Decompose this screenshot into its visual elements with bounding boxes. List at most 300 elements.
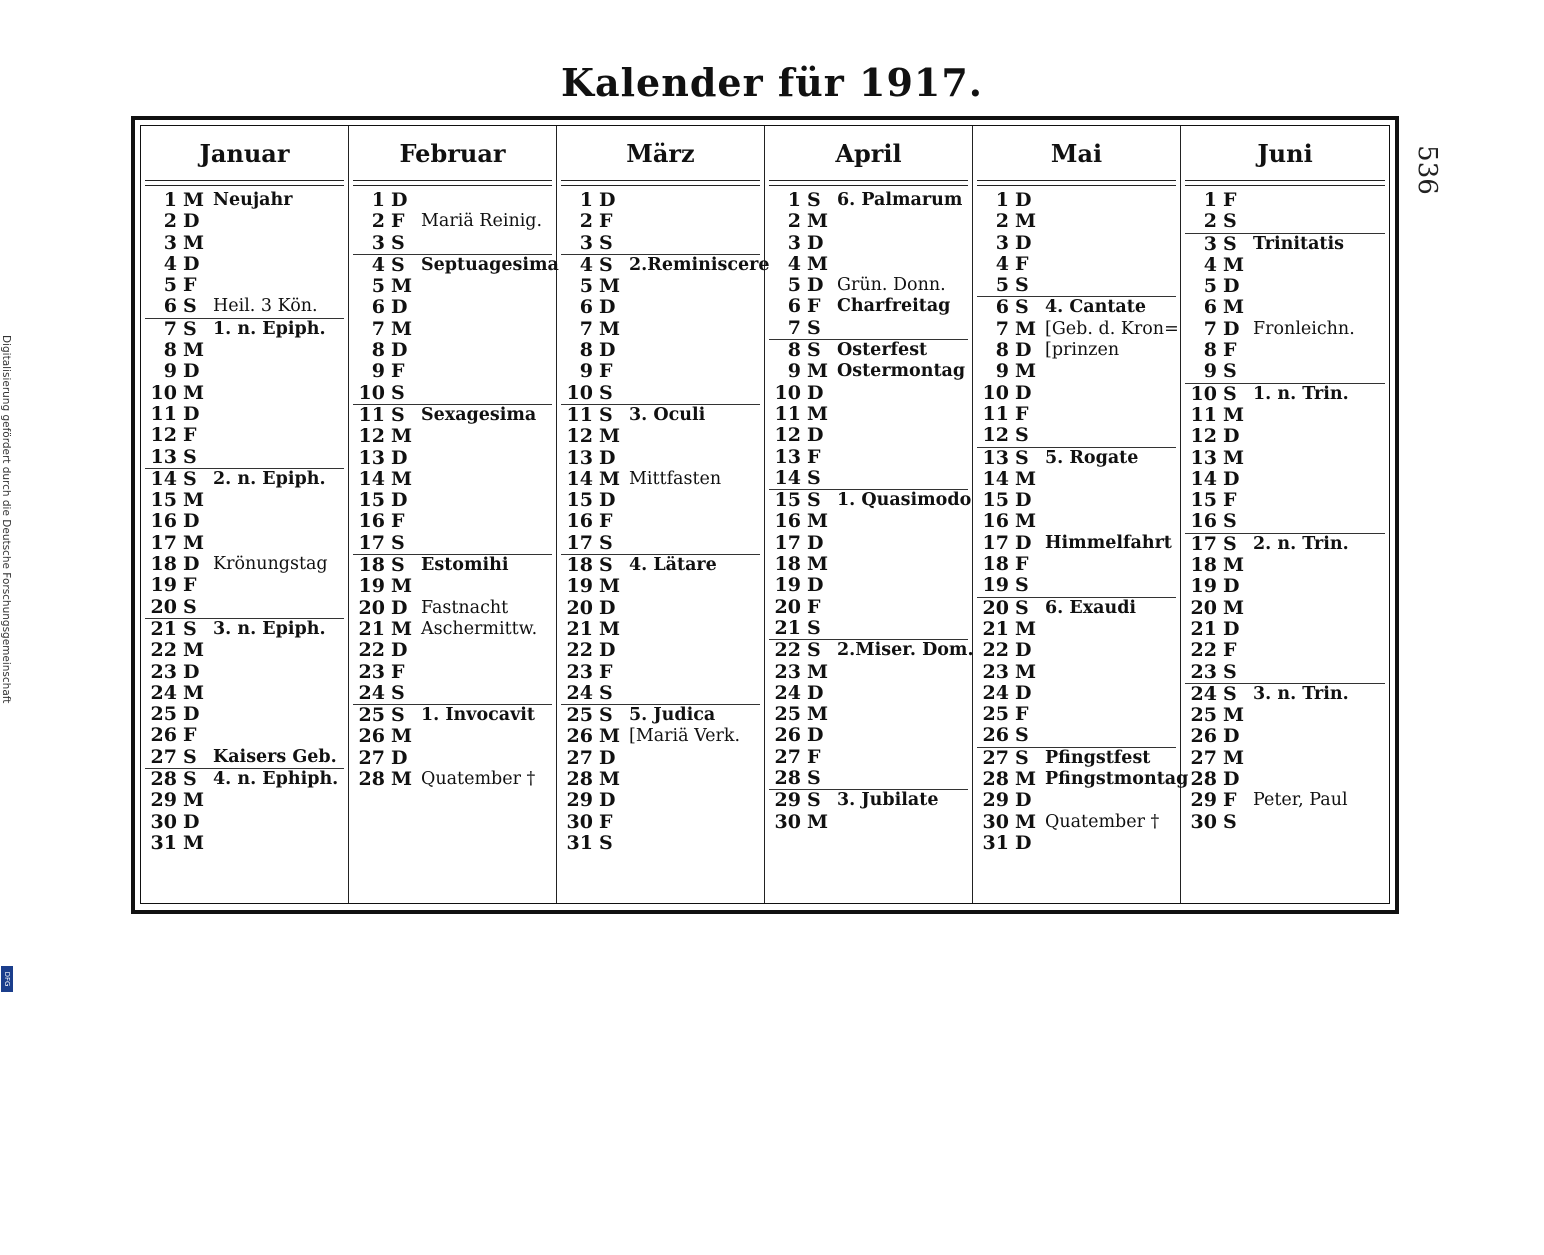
weekday-letter: M [183, 381, 205, 404]
dfg-logo: DFG [1, 966, 13, 992]
day-row [561, 490, 760, 511]
day-row [769, 768, 968, 789]
day-number: 5 [579, 275, 593, 298]
week-block [353, 705, 552, 790]
day-number: 11 [982, 402, 1009, 425]
day-number: 26 [150, 724, 177, 747]
day-row [561, 426, 760, 447]
day-number: 12 [982, 424, 1009, 447]
week-block [353, 405, 552, 555]
weekday-letter: M [599, 617, 621, 640]
day-row [977, 469, 1176, 490]
day-row [353, 511, 552, 532]
weekday-letter: S [391, 681, 405, 704]
day-number: 21 [150, 617, 177, 640]
weekday-letter: F [807, 295, 821, 318]
day-row [353, 726, 552, 747]
weekday-letter: M [807, 210, 829, 233]
weekday-letter: D [1223, 725, 1240, 748]
day-row [977, 425, 1176, 446]
weekday-letter: M [807, 360, 829, 383]
day-number: 16 [982, 510, 1009, 533]
day-number: 18 [774, 553, 801, 576]
holiday-label: 3. Oculi [629, 404, 706, 425]
day-row [1185, 555, 1385, 576]
weekday-letter: S [1015, 274, 1029, 297]
day-row [769, 211, 968, 232]
day-row [769, 597, 968, 618]
day-row [145, 254, 344, 275]
day-row [977, 704, 1176, 725]
week-block [769, 340, 968, 490]
day-row [769, 340, 968, 361]
week-block [561, 253, 770, 405]
weekday-letter: D [391, 746, 408, 769]
day-number: 1 [1203, 189, 1217, 211]
day-row [769, 639, 974, 662]
day-number: 26 [774, 724, 801, 747]
day-row [977, 340, 1176, 361]
day-number: 11 [358, 403, 385, 426]
weekday-letter: D [391, 339, 408, 362]
weekday-letter: M [183, 189, 205, 211]
day-number: 24 [1190, 682, 1217, 705]
day-row [769, 618, 968, 639]
weekday-letter: D [1223, 467, 1240, 490]
holiday-label: 1. n. Trin. [1253, 383, 1349, 404]
header-rule [1185, 181, 1385, 186]
holiday-label: 2. n. Epiph. [213, 468, 326, 489]
day-number: 3 [579, 231, 593, 254]
day-number: 13 [150, 445, 177, 468]
week-block [1185, 190, 1385, 234]
page-title: Kalender für 1917. [560, 60, 984, 105]
weekday-letter: F [599, 810, 613, 833]
weekday-letter: S [807, 339, 821, 362]
day-number: 25 [358, 704, 385, 727]
day-row [977, 833, 1176, 854]
day-number: 20 [566, 596, 593, 619]
weekday-letter: S [1015, 296, 1029, 319]
weekday-letter: M [1223, 704, 1245, 727]
day-row [1185, 790, 1385, 811]
day-row [145, 769, 344, 790]
day-number: 9 [995, 360, 1009, 383]
day-number: 25 [774, 703, 801, 726]
day-number: 12 [1190, 425, 1217, 448]
day-number: 16 [150, 510, 177, 533]
day-row [353, 405, 552, 426]
weekday-letter: D [599, 339, 616, 362]
month-name: Januar [145, 126, 344, 181]
weekday-letter: S [599, 681, 613, 704]
weekday-letter: S [1223, 510, 1237, 533]
weekday-letter: S [807, 789, 821, 812]
weekday-letter: M [391, 425, 413, 448]
day-row [353, 319, 552, 340]
weekday-letter: M [599, 467, 621, 490]
weekday-letter: D [1223, 617, 1240, 640]
holiday-label: Aschermittw. [421, 618, 538, 639]
day-row [1185, 234, 1385, 255]
weekday-letter: F [807, 745, 821, 768]
day-number: 31 [982, 831, 1009, 854]
weekday-letter: D [1015, 339, 1032, 362]
weekday-letter: M [391, 768, 413, 791]
day-row [145, 704, 344, 725]
weekday-letter: M [391, 275, 413, 298]
day-row [1185, 448, 1385, 469]
weekday-letter: S [1223, 232, 1237, 255]
holiday-label: 2. n. Trin. [1253, 533, 1349, 554]
weekday-letter: S [1223, 382, 1237, 405]
day-row [1185, 276, 1385, 297]
day-row [1185, 598, 1385, 619]
day-row [353, 576, 552, 597]
holiday-label: Quatember † [421, 769, 536, 790]
day-number: 26 [566, 725, 593, 748]
day-number: 5 [163, 274, 177, 297]
day-number: 6 [371, 296, 385, 319]
day-row [561, 598, 760, 619]
day-number: 7 [995, 317, 1009, 340]
weekday-letter: D [1015, 189, 1032, 211]
day-row [769, 511, 968, 532]
weekday-letter: M [1015, 360, 1037, 383]
day-row [561, 276, 760, 297]
weekday-letter: D [391, 189, 408, 211]
weekday-letter: D [599, 789, 616, 812]
weekday-letter: D [1015, 789, 1032, 812]
holiday-label: Krönungstag [213, 554, 328, 575]
weekday-letter: D [807, 574, 824, 597]
week-list [557, 189, 770, 854]
weekday-letter: S [391, 381, 405, 404]
day-row [145, 211, 344, 232]
header-rule [769, 181, 968, 186]
day-number: 22 [982, 639, 1009, 662]
day-number: 7 [1203, 317, 1217, 340]
day-number: 3 [163, 231, 177, 254]
day-row [977, 448, 1176, 469]
day-number: 6 [995, 296, 1009, 319]
day-row [145, 554, 344, 575]
day-row [353, 619, 552, 640]
weekday-letter: F [391, 210, 405, 233]
day-row [145, 447, 344, 468]
month-column [1181, 126, 1389, 903]
day-number: 10 [358, 381, 385, 404]
day-row [145, 340, 344, 361]
day-row [1185, 211, 1385, 232]
day-row [145, 790, 344, 811]
weekday-letter: M [1223, 596, 1245, 619]
holiday-label: [prinzen [1045, 340, 1120, 361]
day-row [1185, 319, 1385, 340]
day-number: 18 [566, 554, 593, 577]
day-row [769, 489, 972, 512]
day-number: 4 [995, 252, 1009, 275]
day-number: 18 [982, 553, 1009, 576]
weekday-letter: M [1015, 210, 1037, 233]
day-row [145, 725, 344, 746]
weekday-letter: F [391, 360, 405, 383]
day-number: 23 [566, 660, 593, 683]
day-number: 16 [358, 510, 385, 533]
day-number: 15 [774, 489, 801, 512]
header-rule [353, 181, 552, 186]
weekday-letter: D [391, 296, 408, 319]
day-number: 26 [982, 724, 1009, 747]
day-row [977, 275, 1176, 296]
day-row [977, 790, 1176, 811]
day-row [769, 725, 968, 746]
weekday-letter: M [807, 703, 829, 726]
weekday-letter: S [1015, 424, 1029, 447]
day-number: 22 [566, 639, 593, 662]
weekday-letter: M [807, 660, 829, 683]
day-row [561, 405, 760, 426]
day-row [145, 662, 344, 683]
day-row [769, 233, 968, 254]
day-row [145, 490, 344, 511]
weekday-letter: D [807, 274, 824, 297]
weekday-letter: S [1015, 596, 1029, 619]
day-number: 19 [566, 575, 593, 598]
day-number: 24 [358, 681, 385, 704]
day-row [769, 747, 968, 768]
weekday-letter: D [391, 596, 408, 619]
month-column [349, 126, 557, 903]
day-row [769, 190, 968, 211]
weekday-letter: M [183, 531, 205, 554]
day-row [977, 598, 1176, 619]
day-number: 6 [787, 295, 801, 318]
day-row [145, 812, 344, 833]
day-number: 30 [774, 810, 801, 833]
day-row [561, 790, 760, 811]
day-row [1185, 361, 1385, 382]
day-row [561, 748, 760, 769]
day-number: 17 [1190, 532, 1217, 555]
day-row [561, 726, 760, 747]
day-number: 20 [982, 596, 1009, 619]
day-row [353, 383, 552, 404]
day-row [561, 297, 760, 318]
day-number: 28 [774, 767, 801, 790]
day-row [561, 469, 760, 490]
day-row [353, 662, 552, 683]
day-row [353, 211, 552, 232]
weekday-letter: M [1223, 554, 1245, 577]
day-row [145, 319, 344, 340]
weekday-letter: S [1223, 810, 1237, 833]
day-row [561, 640, 760, 661]
day-number: 15 [150, 489, 177, 512]
day-row [1185, 684, 1385, 705]
holiday-label: Neujahr [213, 190, 293, 210]
day-row [977, 254, 1176, 275]
weekday-letter: M [1223, 446, 1245, 469]
day-number: 19 [150, 574, 177, 597]
day-row [1185, 619, 1385, 640]
week-block [353, 190, 552, 255]
day-number: 12 [774, 424, 801, 447]
day-number: 29 [1190, 789, 1217, 812]
day-number: 2 [579, 210, 593, 233]
holiday-label: 4. n. Ephiph. [213, 769, 339, 790]
day-number: 22 [774, 639, 801, 662]
weekday-letter: M [807, 553, 829, 576]
day-row [1185, 297, 1385, 318]
week-block [561, 405, 760, 555]
weekday-letter: S [1223, 660, 1237, 683]
day-number: 21 [1190, 617, 1217, 640]
day-row [977, 575, 1176, 596]
day-number: 31 [566, 831, 593, 854]
holiday-label: Septuagesima [421, 254, 559, 275]
day-row [769, 361, 968, 382]
day-row [145, 597, 344, 618]
weekday-letter: F [599, 660, 613, 683]
day-number: 2 [163, 210, 177, 233]
day-row [977, 533, 1176, 554]
weekday-letter: S [183, 595, 197, 618]
weekday-letter: S [1015, 574, 1029, 597]
day-row [769, 662, 968, 683]
day-number: 3 [1203, 232, 1217, 255]
weekday-letter: M [599, 317, 621, 340]
day-number: 25 [150, 703, 177, 726]
week-block [145, 469, 344, 619]
weekday-letter: M [391, 725, 413, 748]
weekday-letter: D [599, 446, 616, 469]
day-number: 24 [982, 681, 1009, 704]
day-number: 27 [566, 746, 593, 769]
day-number: 26 [1190, 725, 1217, 748]
holiday-label: 6. Palmarum [837, 190, 963, 210]
day-number: 14 [982, 467, 1009, 490]
day-number: 10 [1190, 382, 1217, 405]
day-number: 28 [1190, 768, 1217, 791]
day-row [353, 598, 552, 619]
weekday-letter: D [183, 703, 200, 726]
day-row [561, 533, 760, 554]
weekday-letter: M [1015, 317, 1037, 340]
day-row [145, 575, 344, 596]
day-number: 16 [1190, 510, 1217, 533]
day-row [1185, 576, 1385, 597]
day-row [353, 190, 552, 211]
weekday-letter: S [1223, 360, 1237, 383]
weekday-letter: S [183, 445, 197, 468]
day-row [1185, 662, 1385, 683]
day-row [769, 533, 968, 554]
weekday-letter: F [599, 510, 613, 533]
weekday-letter: F [1015, 402, 1029, 425]
day-number: 24 [150, 681, 177, 704]
weekday-letter: S [807, 189, 821, 211]
weekday-letter: M [391, 575, 413, 598]
day-number: 9 [371, 360, 385, 383]
day-number: 26 [358, 725, 385, 748]
day-number: 13 [982, 446, 1009, 469]
weekday-letter: S [391, 554, 405, 577]
weekday-letter: D [391, 639, 408, 662]
day-number: 24 [566, 681, 593, 704]
weekday-letter: M [1015, 768, 1037, 791]
holiday-label: 4. Cantate [1045, 297, 1146, 318]
day-number: 29 [150, 789, 177, 812]
day-row [977, 297, 1176, 318]
weekday-letter: D [183, 402, 200, 425]
day-number: 5 [995, 274, 1009, 297]
week-block [977, 448, 1176, 598]
weekday-letter: F [1223, 789, 1237, 812]
day-row [561, 833, 760, 854]
month-name: April [769, 126, 968, 181]
holiday-label: 2.Reminiscere [629, 254, 770, 275]
weekday-letter: M [183, 489, 205, 512]
day-row [1185, 534, 1385, 555]
day-number: 21 [566, 617, 593, 640]
weekday-letter: D [1015, 231, 1032, 254]
day-number: 10 [150, 381, 177, 404]
holiday-label: 1. Invocavit [421, 705, 536, 726]
day-row [977, 683, 1176, 704]
day-row [353, 233, 552, 254]
week-block [977, 190, 1176, 297]
weekday-letter: S [391, 704, 405, 727]
day-row [769, 275, 968, 296]
day-number: 4 [163, 252, 177, 275]
day-row [769, 790, 968, 811]
weekday-letter: S [599, 403, 613, 426]
day-row [561, 812, 760, 833]
day-number: 1 [371, 189, 385, 211]
day-row [145, 404, 344, 425]
day-number: 17 [150, 531, 177, 554]
day-row [561, 662, 760, 683]
holiday-label: 4. Lätare [629, 555, 717, 576]
weekday-letter: S [183, 617, 197, 640]
weekday-letter: M [1223, 746, 1245, 769]
day-number: 18 [1190, 554, 1217, 577]
day-number: 23 [358, 660, 385, 683]
day-number: 8 [163, 339, 177, 362]
day-row [561, 319, 760, 340]
day-row [769, 296, 968, 317]
day-number: 6 [163, 295, 177, 318]
day-row [353, 426, 552, 447]
week-block [1185, 684, 1385, 833]
day-row [977, 233, 1176, 254]
day-number: 17 [982, 531, 1009, 554]
week-block [769, 790, 968, 833]
weekday-letter: F [1223, 639, 1237, 662]
day-row [353, 297, 552, 318]
weekday-letter: S [1223, 682, 1237, 705]
holiday-label: Sexagesima [421, 404, 537, 425]
day-row [145, 511, 344, 532]
weekday-letter: S [807, 466, 821, 489]
day-number: 28 [982, 768, 1009, 791]
weekday-letter: M [807, 510, 829, 533]
holiday-label: 3. n. Trin. [1253, 683, 1349, 704]
weekday-letter: D [183, 660, 200, 683]
holiday-label: Estomihi [421, 555, 509, 576]
day-number: 22 [358, 639, 385, 662]
